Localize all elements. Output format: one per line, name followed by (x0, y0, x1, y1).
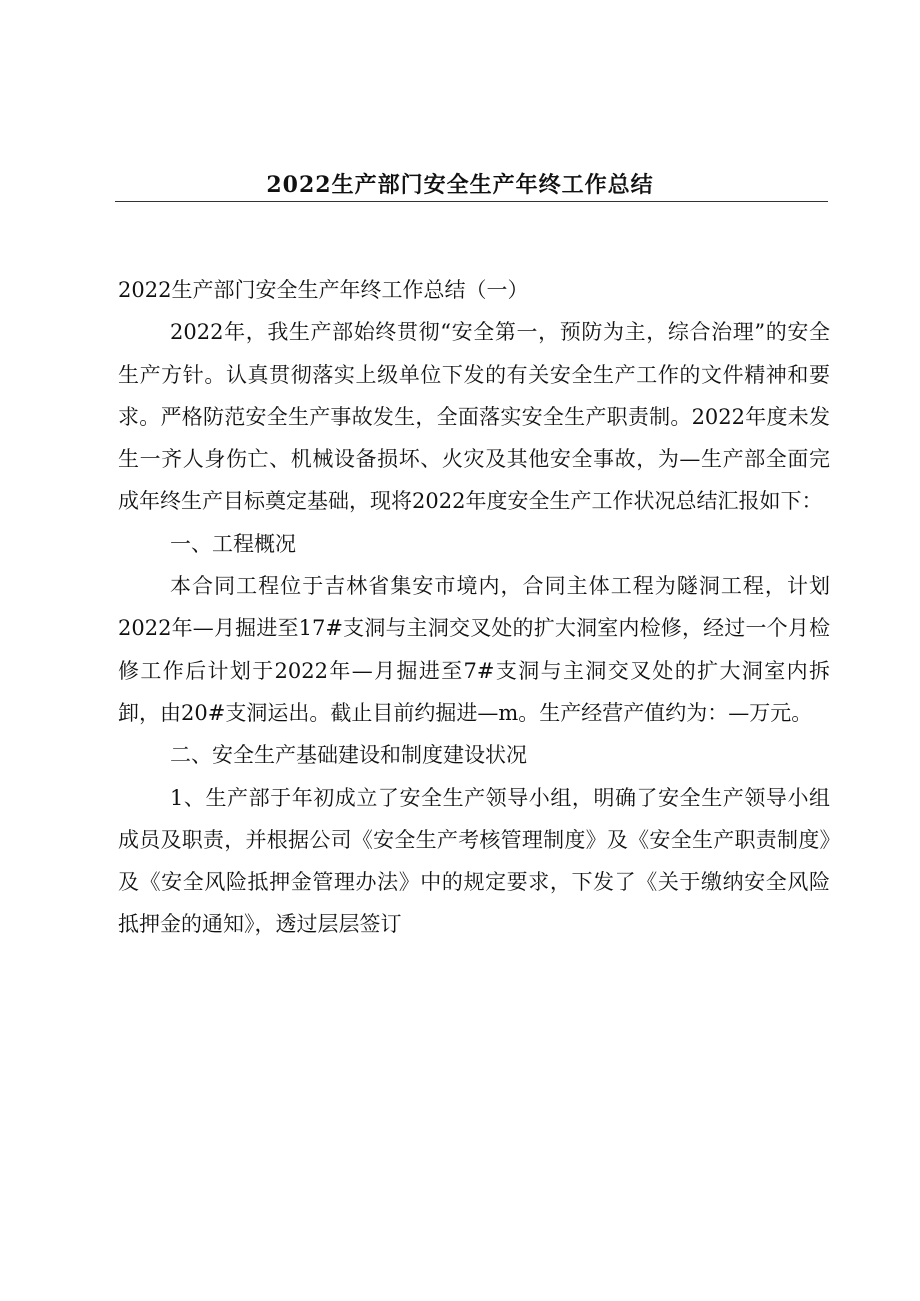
document-body (118, 269, 830, 946)
project-overview-paragraph: 本合同工程位于吉林省集安市境内，合同主体工程为隧洞工程，计划2022年—月掘进至17#支洞与主洞交叉处的扩大洞室内检修，经过一个月检修工作后计划于2022年—月掘进至7#支洞与主洞交叉处的扩大洞室内拆卸，由20#支洞运出。截止目前约掘进—m。生产经营产值约为：—万元。 (118, 574, 830, 725)
intro-paragraph: 2022年，我生产部始终贯彻“安全第一，预防为主，综合治理”的安全生产方针。认真贯彻落实上级单位下发的有关安全生产工作的文件精神和要求。严格防范安全生产事故发生，全面落实安全生产职责制。2022年度未发生一齐人身伤亡、机械设备损坏、火灾及其他安全事故，为—生产部全面完成年终生产目标奠定基础，现将2022年度安全生产工作状况总结汇报如下： (118, 320, 830, 514)
section-heading-project-overview: 一、工程概况 (170, 531, 296, 556)
safety-construction-paragraph: 1、生产部于年初成立了安全生产领导小组，明确了安全生产领导小组成员及职责，并根据公司《安全生产考核管理制度》及《安全生产职责制度》及《安全风险抵押金管理办法》中的规定要求，下发了《关于缴纳安全风险抵押金的通知》，透过层层签订 (118, 785, 830, 937)
document-subtitle: 2022生产部门安全生产年终工作总结（一） (118, 278, 529, 302)
document-title: 2022生产部门安全生产年终工作总结 (266, 172, 654, 198)
title-underline (115, 201, 828, 202)
section-heading-safety-construction: 二、安全生产基础建设和制度建设状况 (170, 743, 527, 768)
